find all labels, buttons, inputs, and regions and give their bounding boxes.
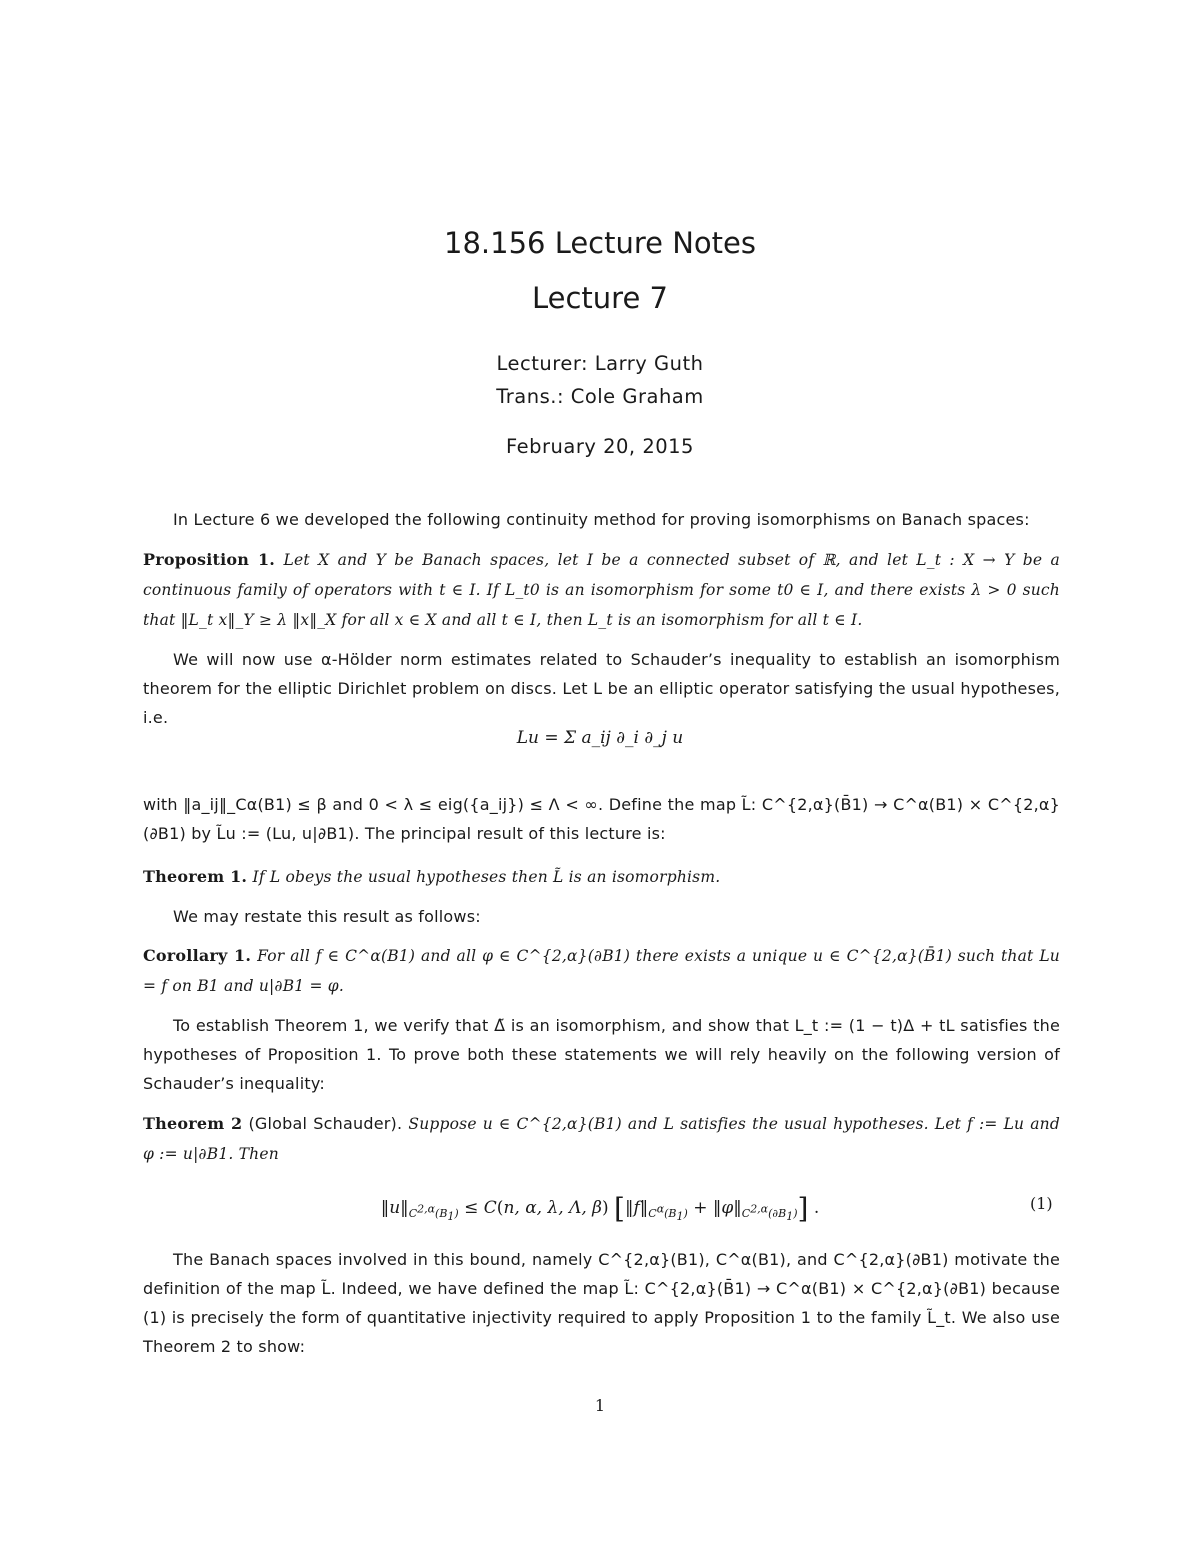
theorem-1-text: If L obeys the usual hypotheses then L̃ is an isomorphism. — [252, 868, 721, 886]
schauder-estimate-equation: $‖u‖_{C^{2,\alpha}(B_1)} \le C(n$, α, λ, Λ, β) [$‖f‖_{C^\alpha(B_1)}$ + $‖\varphi‖_{C^{2,\alpha}(\partial B_1)}$] . — [380, 1192, 820, 1225]
corollary-1 — [143, 941, 1060, 1001]
theorem-1 — [143, 862, 1060, 892]
holder-paragraph: We will now use α-Hölder norm estimates related to Schauder’s inequality to establish an isomorphism theorem for the elliptic Dirichlet problem on discs. Let L be an elliptic operator satisfying the usual hypotheses, i.e. — [143, 650, 1060, 727]
page-number: 1 — [594, 1396, 606, 1415]
document-title: 18.156 Lecture Notes — [444, 226, 756, 260]
map-definition-paragraph: with ‖a_ij‖_Cα(B1) ≤ β and 0 < λ ≤ eig({a_ij}) ≤ Λ < ∞. Define the map L̃: C^{2,α}(B̄1) → C^α(B1) × C^{2,α}(∂B1) by L̃u := (Lu, u|∂B1). The principal result of this lecture is: — [143, 795, 1060, 843]
proposition-1 — [143, 545, 1060, 635]
theorem-1-label: Theorem 1. — [143, 867, 248, 886]
proposition-text: Let X and Y be Banach spaces, let I be a connected subset of ℝ, and let L_t : X → Y be a continuous family of operators with t ∈ I. If L_t0 is an isomorphism for some t0 ∈ I, and there exists λ > 0 such that ‖L_t x‖_Y ≥ λ ‖x‖_X for all x ∈ X and all t ∈ I, then L_t is an isomorphism for all t ∈ I. — [143, 551, 1060, 629]
theorem-2 — [143, 1109, 1060, 1169]
establish-paragraph: To establish Theorem 1, we verify that Δ̃ is an isomorphism, and show that L_t := (1 − t)Δ + tL satisfies the hypotheses of Proposition 1. To prove both these statements we will rely heavily on the following version of Schauder’s inequality: — [143, 1016, 1060, 1093]
lecture-subtitle: Lecture 7 — [532, 281, 668, 315]
theorem-2-text: Suppose u ∈ C^{2,α}(B1) and L satisfies the usual hypotheses. Let f := Lu and φ := u|∂B1. Then — [143, 1115, 1060, 1163]
lecturer-line: Lecturer: Larry Guth — [496, 352, 704, 375]
banach-paragraph: The Banach spaces involved in this bound, namely C^{2,α}(B1), C^α(B1), and C^{2,α}(∂B1) motivate the definition of the map L̃. Indeed, we have defined the map L̃: C^{2,α}(B̄1) → C^α(B1) × C^{2,α}(∂B1) because (1) is precisely the form of quantitative injectivity required to apply Proposition 1 to the family L̃_t. We also use Theorem 2 to show: — [143, 1250, 1060, 1356]
intro-paragraph: In Lecture 6 we developed the following continuity method for proving isomorphisms on Banach spaces: — [173, 510, 1030, 529]
operator-equation-text: Lu = Σ a_ij ∂_i ∂_j u — [516, 728, 684, 748]
date-line: February 20, 2015 — [506, 435, 694, 458]
transcriber-line: Trans.: Cole Graham — [496, 385, 704, 408]
equation-number: (1) — [1030, 1194, 1053, 1213]
corollary-label: Corollary 1. — [143, 946, 252, 965]
theorem-2-label: Theorem 2 — [143, 1114, 243, 1133]
operator-equation — [0, 728, 1200, 748]
theorem-2-name: (Global Schauder). — [248, 1114, 403, 1133]
restate-paragraph: We may restate this result as follows: — [173, 907, 481, 926]
corollary-text: For all f ∈ C^α(B1) and all φ ∈ C^{2,α}(∂B1) there exists a unique u ∈ C^{2,α}(B̄1) such that Lu = f on B1 and u|∂B1 = φ. — [143, 947, 1060, 995]
proposition-label: Proposition 1. — [143, 550, 276, 569]
